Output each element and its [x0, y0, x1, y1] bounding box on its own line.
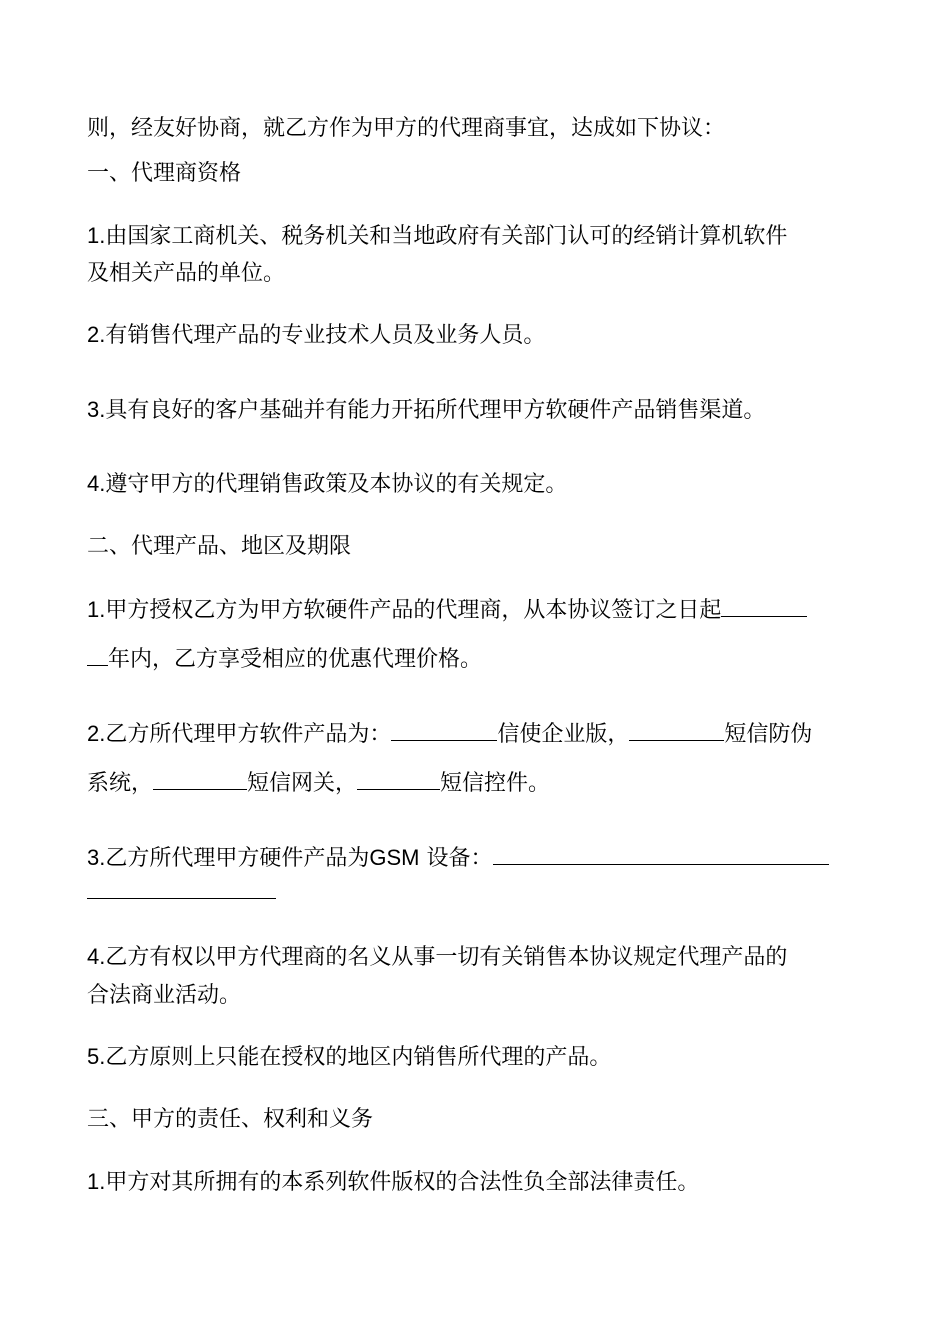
item-number: 3. [87, 397, 106, 422]
item-text: 有销售代理产品的专业技术人员及业务人员。 [105, 323, 546, 348]
fill-in-blank-messenger[interactable] [391, 718, 497, 741]
item-text: 乙方原则上只能在授权的地区内销售所代理的产品。 [105, 1045, 612, 1070]
item-number: 5. [87, 1044, 106, 1069]
s2-item-3-line-1 [87, 842, 867, 874]
intro-text: 则，经友好协商，就乙方作为甲方的代理商事宜，达成如下协议： [87, 116, 726, 141]
section-heading-2: 二、代理产品、地区及期限 [87, 534, 352, 559]
item-text: 设备： [426, 846, 493, 871]
s2-item-2-line-2 [87, 767, 867, 799]
fill-in-blank-control[interactable] [357, 767, 440, 790]
section-heading-3: 三、甲方的责任、权利和义务 [87, 1107, 374, 1132]
item-text: 具有良好的客户基础并有能力开拓所代理甲方软硬件产品销售渠道。 [105, 398, 766, 423]
s2-item-4-line-1 [87, 942, 867, 973]
item-number: 4. [87, 471, 106, 496]
item-text: 短信控件。 [440, 771, 551, 796]
s2-item-5 [87, 1042, 867, 1073]
s1-item-4 [87, 469, 867, 500]
s2-item-2-line-1 [87, 718, 867, 750]
s2-item-4-line-2: 合法商业活动。 [87, 983, 242, 1008]
item-number: 1. [87, 1169, 106, 1194]
item-text: 甲方授权乙方为甲方软硬件产品的代理商，从本协议签订之日起 [105, 598, 722, 623]
item-text: 短信防伪 [724, 722, 813, 747]
s2-item-1-line-1 [87, 594, 867, 626]
item-number: 4. [87, 944, 106, 969]
s3-item-1 [87, 1167, 867, 1198]
item-number: 2. [87, 322, 106, 347]
item-text: 乙方所代理甲方硬件产品为 [105, 846, 370, 871]
s1-item-3 [87, 395, 867, 426]
s2-item-1-line-2 [87, 643, 867, 675]
item-text: 短信网关， [247, 771, 358, 796]
fill-in-blank-years-cont[interactable] [87, 643, 108, 666]
fill-in-blank-anti-fake[interactable] [629, 718, 724, 741]
fill-in-blank-years[interactable] [721, 594, 807, 617]
s2-item-3-line-2 [87, 876, 867, 899]
intro-paragraph [87, 114, 867, 144]
section-heading-1: 一、代理商资格 [87, 161, 242, 186]
s1-item-2 [87, 320, 867, 351]
item-number: 1. [87, 223, 106, 248]
item-text: 乙方有权以甲方代理商的名义从事一切有关销售本协议规定代理产品的 [105, 945, 788, 970]
item-number: 2. [87, 721, 106, 746]
fill-in-blank-gsm-device-cont[interactable] [87, 876, 276, 899]
item-text: 由国家工商机关、税务机关和当地政府有关部门认可的经销计算机软件 [105, 224, 788, 249]
item-text: 遵守甲方的代理销售政策及本协议的有关规定。 [105, 472, 568, 497]
item-text: 乙方所代理甲方软件产品为： [105, 722, 392, 747]
item-number: 1. [87, 597, 106, 622]
fill-in-blank-gsm-device[interactable] [493, 842, 829, 865]
gsm-label: GSM [369, 845, 420, 870]
item-text: 信使企业版， [497, 722, 630, 747]
fill-in-blank-gateway[interactable] [153, 767, 247, 790]
item-text: 系统， [87, 771, 154, 796]
item-number: 3. [87, 845, 106, 870]
item-text: 甲方对其所拥有的本系列软件版权的合法性负全部法律责任。 [105, 1170, 700, 1195]
s1-item-1-line-2: 及相关产品的单位。 [87, 261, 286, 286]
item-text: 年内，乙方享受相应的优惠代理价格。 [108, 647, 483, 672]
s1-item-1-line-1 [87, 221, 867, 252]
